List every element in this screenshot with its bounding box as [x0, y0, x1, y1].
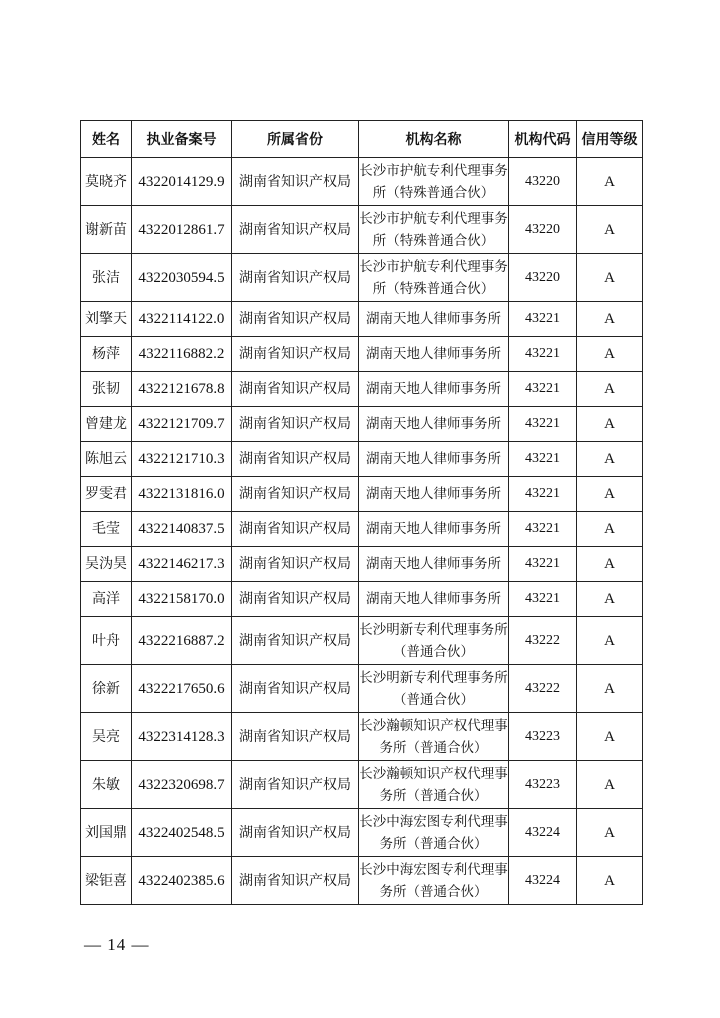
- cell-name: 高洋: [81, 582, 132, 617]
- table-row: [81, 302, 643, 337]
- table-row: [81, 372, 643, 407]
- cell-province: 湖南省知识产权局: [232, 254, 359, 302]
- table-row: [81, 337, 643, 372]
- cell-organization-code: 43224: [509, 857, 577, 905]
- cell-organization-code: 43221: [509, 337, 577, 372]
- cell-organization-code: 43222: [509, 665, 577, 713]
- cell-organization: 湖南天地人律师事务所: [359, 337, 509, 372]
- cell-organization: 长沙市护航专利代理事务所（特殊普通合伙）: [359, 206, 509, 254]
- cell-organization-code: 43223: [509, 713, 577, 761]
- cell-organization: 湖南天地人律师事务所: [359, 582, 509, 617]
- cell-credit-grade: A: [577, 302, 643, 337]
- cell-credit-grade: A: [577, 809, 643, 857]
- table-row: [81, 477, 643, 512]
- cell-credit-grade: A: [577, 372, 643, 407]
- table-row: [81, 158, 643, 206]
- cell-province: 湖南省知识产权局: [232, 442, 359, 477]
- cell-organization: 湖南天地人律师事务所: [359, 512, 509, 547]
- cell-province: 湖南省知识产权局: [232, 617, 359, 665]
- table-row: [81, 442, 643, 477]
- cell-province: 湖南省知识产权局: [232, 372, 359, 407]
- cell-province: 湖南省知识产权局: [232, 857, 359, 905]
- cell-record-number: 4322320698.7: [132, 761, 232, 809]
- table-row: [81, 809, 643, 857]
- table-row: [81, 617, 643, 665]
- header-organization: 机构名称: [359, 121, 509, 158]
- cell-organization: 湖南天地人律师事务所: [359, 372, 509, 407]
- cell-organization: 湖南天地人律师事务所: [359, 407, 509, 442]
- header-organization-code: 机构代码: [509, 121, 577, 158]
- cell-credit-grade: A: [577, 713, 643, 761]
- cell-organization-code: 43221: [509, 547, 577, 582]
- cell-record-number: 4322146217.3: [132, 547, 232, 582]
- cell-organization-code: 43221: [509, 582, 577, 617]
- cell-credit-grade: A: [577, 206, 643, 254]
- table-row: [81, 512, 643, 547]
- cell-name: 梁钜喜: [81, 857, 132, 905]
- agent-credit-table: [80, 120, 643, 905]
- cell-credit-grade: A: [577, 158, 643, 206]
- table-row: [81, 206, 643, 254]
- cell-organization-code: 43221: [509, 477, 577, 512]
- cell-record-number: 4322030594.5: [132, 254, 232, 302]
- cell-province: 湖南省知识产权局: [232, 665, 359, 713]
- cell-record-number: 4322217650.6: [132, 665, 232, 713]
- cell-organization-code: 43220: [509, 206, 577, 254]
- cell-organization-code: 43221: [509, 512, 577, 547]
- cell-name: 张洁: [81, 254, 132, 302]
- cell-organization: 长沙明新专利代理事务所（普通合伙）: [359, 665, 509, 713]
- cell-organization-code: 43221: [509, 372, 577, 407]
- cell-name: 徐新: [81, 665, 132, 713]
- cell-province: 湖南省知识产权局: [232, 477, 359, 512]
- table-row: [81, 582, 643, 617]
- header-name: 姓名: [81, 121, 132, 158]
- table-row: [81, 407, 643, 442]
- cell-organization: 长沙市护航专利代理事务所（特殊普通合伙）: [359, 158, 509, 206]
- cell-organization-code: 43221: [509, 442, 577, 477]
- cell-organization: 长沙瀚顿知识产权代理事务所（普通合伙）: [359, 713, 509, 761]
- cell-credit-grade: A: [577, 857, 643, 905]
- cell-province: 湖南省知识产权局: [232, 809, 359, 857]
- cell-record-number: 4322402548.5: [132, 809, 232, 857]
- cell-province: 湖南省知识产权局: [232, 158, 359, 206]
- cell-name: 刘擎天: [81, 302, 132, 337]
- cell-organization: 湖南天地人律师事务所: [359, 442, 509, 477]
- cell-organization: 湖南天地人律师事务所: [359, 547, 509, 582]
- cell-province: 湖南省知识产权局: [232, 302, 359, 337]
- cell-organization: 湖南天地人律师事务所: [359, 302, 509, 337]
- cell-credit-grade: A: [577, 254, 643, 302]
- cell-organization: 长沙中海宏图专利代理事务所（普通合伙）: [359, 857, 509, 905]
- cell-organization-code: 43223: [509, 761, 577, 809]
- cell-name: 朱敏: [81, 761, 132, 809]
- table-body: [81, 158, 643, 905]
- cell-name: 吴亮: [81, 713, 132, 761]
- cell-credit-grade: A: [577, 617, 643, 665]
- cell-organization: 长沙市护航专利代理事务所（特殊普通合伙）: [359, 254, 509, 302]
- cell-record-number: 4322014129.9: [132, 158, 232, 206]
- cell-credit-grade: A: [577, 407, 643, 442]
- cell-name: 陈旭云: [81, 442, 132, 477]
- header-credit-grade: 信用等级: [577, 121, 643, 158]
- cell-credit-grade: A: [577, 761, 643, 809]
- cell-organization: 长沙中海宏图专利代理事务所（普通合伙）: [359, 809, 509, 857]
- cell-record-number: 4322121710.3: [132, 442, 232, 477]
- cell-organization: 长沙瀚顿知识产权代理事务所（普通合伙）: [359, 761, 509, 809]
- cell-province: 湖南省知识产权局: [232, 761, 359, 809]
- cell-record-number: 4322158170.0: [132, 582, 232, 617]
- cell-record-number: 4322114122.0: [132, 302, 232, 337]
- table-row: [81, 713, 643, 761]
- cell-name: 叶舟: [81, 617, 132, 665]
- cell-province: 湖南省知识产权局: [232, 713, 359, 761]
- cell-record-number: 4322140837.5: [132, 512, 232, 547]
- cell-organization: 湖南天地人律师事务所: [359, 477, 509, 512]
- cell-name: 罗雯君: [81, 477, 132, 512]
- cell-record-number: 4322116882.2: [132, 337, 232, 372]
- table-header-row: [81, 121, 643, 158]
- cell-name: 谢新苗: [81, 206, 132, 254]
- cell-organization-code: 43224: [509, 809, 577, 857]
- cell-record-number: 4322121709.7: [132, 407, 232, 442]
- cell-credit-grade: A: [577, 442, 643, 477]
- cell-name: 杨萍: [81, 337, 132, 372]
- cell-province: 湖南省知识产权局: [232, 337, 359, 372]
- cell-province: 湖南省知识产权局: [232, 512, 359, 547]
- cell-record-number: 4322012861.7: [132, 206, 232, 254]
- cell-credit-grade: A: [577, 582, 643, 617]
- cell-name: 张韧: [81, 372, 132, 407]
- cell-province: 湖南省知识产权局: [232, 582, 359, 617]
- cell-record-number: 4322131816.0: [132, 477, 232, 512]
- table-row: [81, 761, 643, 809]
- header-province: 所属省份: [232, 121, 359, 158]
- page-number: — 14 —: [84, 935, 150, 954]
- cell-credit-grade: A: [577, 665, 643, 713]
- cell-name: 莫晓齐: [81, 158, 132, 206]
- cell-credit-grade: A: [577, 547, 643, 582]
- cell-organization-code: 43220: [509, 158, 577, 206]
- cell-organization: 长沙明新专利代理事务所（普通合伙）: [359, 617, 509, 665]
- cell-province: 湖南省知识产权局: [232, 547, 359, 582]
- cell-name: 刘国鼎: [81, 809, 132, 857]
- cell-credit-grade: A: [577, 512, 643, 547]
- cell-organization-code: 43220: [509, 254, 577, 302]
- cell-organization-code: 43222: [509, 617, 577, 665]
- cell-credit-grade: A: [577, 337, 643, 372]
- table-row: [81, 254, 643, 302]
- table-row: [81, 857, 643, 905]
- cell-name: 吴沩昊: [81, 547, 132, 582]
- cell-credit-grade: A: [577, 477, 643, 512]
- header-record-number: 执业备案号: [132, 121, 232, 158]
- table-row: [81, 547, 643, 582]
- cell-name: 曾建龙: [81, 407, 132, 442]
- cell-organization-code: 43221: [509, 302, 577, 337]
- cell-province: 湖南省知识产权局: [232, 407, 359, 442]
- cell-record-number: 4322216887.2: [132, 617, 232, 665]
- cell-province: 湖南省知识产权局: [232, 206, 359, 254]
- table-row: [81, 665, 643, 713]
- cell-record-number: 4322314128.3: [132, 713, 232, 761]
- cell-record-number: 4322402385.6: [132, 857, 232, 905]
- cell-organization-code: 43221: [509, 407, 577, 442]
- cell-name: 毛莹: [81, 512, 132, 547]
- cell-record-number: 4322121678.8: [132, 372, 232, 407]
